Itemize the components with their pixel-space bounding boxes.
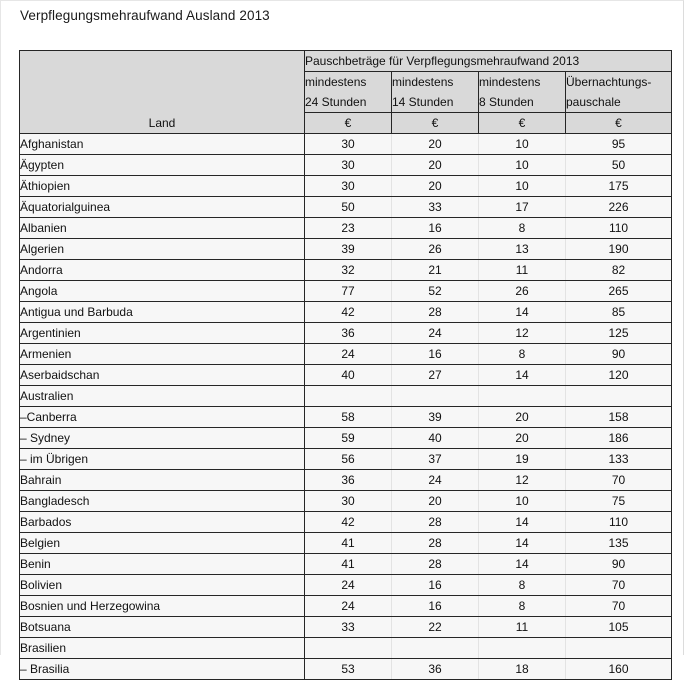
cell-uep	[566, 638, 672, 659]
cell-h14: 37	[392, 449, 479, 470]
cell-h8: 17	[479, 197, 566, 218]
cell-h14: 20	[392, 155, 479, 176]
cell-uep: 175	[566, 176, 672, 197]
cell-uep: 133	[566, 449, 672, 470]
cell-h14: 20	[392, 491, 479, 512]
cell-h24: 41	[305, 554, 392, 575]
cell-uep: 82	[566, 260, 672, 281]
cell-h8: 8	[479, 218, 566, 239]
cell-h14	[392, 386, 479, 407]
cell-country: Belgien	[20, 533, 305, 554]
cell-uep: 120	[566, 365, 672, 386]
header-corner-blank-2	[20, 72, 305, 113]
cell-h8: 14	[479, 365, 566, 386]
cell-uep: 75	[566, 491, 672, 512]
cell-country: – Brasilia	[20, 659, 305, 680]
header-corner-blank	[20, 51, 305, 72]
cell-h8: 10	[479, 134, 566, 155]
cell-h14: 52	[392, 281, 479, 302]
cell-h8: 20	[479, 407, 566, 428]
header-currency-14h: €	[392, 113, 479, 134]
cell-uep: 50	[566, 155, 672, 176]
header-currency-24h: €	[305, 113, 392, 134]
table-head	[20, 51, 672, 134]
cell-country: Äthiopien	[20, 176, 305, 197]
table-row	[20, 386, 672, 407]
cell-h14: 27	[392, 365, 479, 386]
cell-h24: 56	[305, 449, 392, 470]
cell-h24: 32	[305, 260, 392, 281]
cell-h8: 20	[479, 428, 566, 449]
cell-h24: 50	[305, 197, 392, 218]
table-row	[20, 302, 672, 323]
cell-h24: 58	[305, 407, 392, 428]
header-col-24h-line2: 24 Stunden	[305, 95, 367, 109]
cell-country: Algerien	[20, 239, 305, 260]
cell-country: Botsuana	[20, 617, 305, 638]
cell-h14	[392, 638, 479, 659]
table-header-row-group	[20, 51, 672, 72]
cell-h14: 28	[392, 533, 479, 554]
cell-h14: 39	[392, 407, 479, 428]
cell-uep: 158	[566, 407, 672, 428]
cell-h24: 30	[305, 176, 392, 197]
cell-uep: 226	[566, 197, 672, 218]
rates-table	[19, 50, 672, 680]
cell-h14: 33	[392, 197, 479, 218]
cell-h24: 30	[305, 134, 392, 155]
cell-country: Bangladesch	[20, 491, 305, 512]
table-row	[20, 512, 672, 533]
table-row	[20, 596, 672, 617]
table-row	[20, 323, 672, 344]
cell-h24: 24	[305, 344, 392, 365]
header-col-24h	[305, 72, 392, 113]
cell-h8: 8	[479, 344, 566, 365]
cell-h8: 12	[479, 470, 566, 491]
table-row	[20, 638, 672, 659]
table-row	[20, 260, 672, 281]
header-col-14h	[392, 72, 479, 113]
header-col-overnight-line2: pauschale	[566, 95, 621, 109]
cell-h8: 8	[479, 596, 566, 617]
cell-uep: 135	[566, 533, 672, 554]
cell-h14: 21	[392, 260, 479, 281]
cell-country: Aserbaidschan	[20, 365, 305, 386]
cell-uep: 190	[566, 239, 672, 260]
cell-uep: 110	[566, 218, 672, 239]
cell-h24: 24	[305, 596, 392, 617]
cell-h8: 26	[479, 281, 566, 302]
table-row	[20, 281, 672, 302]
cell-h8: 8	[479, 575, 566, 596]
cell-country: – Sydney	[20, 428, 305, 449]
cell-h14: 20	[392, 176, 479, 197]
cell-h24: 33	[305, 617, 392, 638]
cell-h8: 11	[479, 260, 566, 281]
cell-h24	[305, 638, 392, 659]
cell-uep: 125	[566, 323, 672, 344]
table-row	[20, 428, 672, 449]
cell-uep: 90	[566, 344, 672, 365]
header-group-title: Pauschbeträge für Verpflegungsmehraufwand 2013	[305, 51, 672, 72]
cell-h8: 12	[479, 323, 566, 344]
cell-country: Antigua und Barbuda	[20, 302, 305, 323]
cell-h24: 24	[305, 575, 392, 596]
cell-country: Afghanistan	[20, 134, 305, 155]
cell-h24: 36	[305, 323, 392, 344]
table-row	[20, 491, 672, 512]
cell-country: Brasilien	[20, 638, 305, 659]
cell-uep: 110	[566, 512, 672, 533]
table-row	[20, 449, 672, 470]
cell-h14: 28	[392, 554, 479, 575]
cell-uep: 105	[566, 617, 672, 638]
table-row	[20, 575, 672, 596]
cell-h14: 24	[392, 323, 479, 344]
cell-h8: 14	[479, 554, 566, 575]
cell-h24: 30	[305, 491, 392, 512]
table-row	[20, 659, 672, 680]
cell-uep: 90	[566, 554, 672, 575]
cell-country: Australien	[20, 386, 305, 407]
cell-uep: 186	[566, 428, 672, 449]
cell-h14: 20	[392, 134, 479, 155]
table-row	[20, 218, 672, 239]
cell-country: Angola	[20, 281, 305, 302]
cell-h14: 22	[392, 617, 479, 638]
cell-h24: 23	[305, 218, 392, 239]
cell-country: Ägypten	[20, 155, 305, 176]
cell-country: – im Übrigen	[20, 449, 305, 470]
header-col-24h-line1: mindestens	[305, 75, 367, 89]
cell-h8: 11	[479, 617, 566, 638]
cell-uep: 265	[566, 281, 672, 302]
cell-h24: 77	[305, 281, 392, 302]
table-row	[20, 239, 672, 260]
header-col-overnight-line1: Übernachtungs-	[566, 75, 652, 89]
cell-h14: 36	[392, 659, 479, 680]
cell-h8: 14	[479, 533, 566, 554]
table-row	[20, 617, 672, 638]
cell-h8: 18	[479, 659, 566, 680]
cell-uep: 70	[566, 470, 672, 491]
cell-h14: 16	[392, 575, 479, 596]
header-col-14h-line1: mindestens	[392, 75, 454, 89]
cell-h14: 16	[392, 596, 479, 617]
cell-h24: 40	[305, 365, 392, 386]
cell-h24: 42	[305, 512, 392, 533]
cell-h14: 16	[392, 344, 479, 365]
cell-h8: 10	[479, 155, 566, 176]
cell-h8: 14	[479, 302, 566, 323]
cell-country: Benin	[20, 554, 305, 575]
header-col-8h-line1: mindestens	[479, 75, 541, 89]
cell-h8	[479, 638, 566, 659]
cell-h24	[305, 386, 392, 407]
header-col-8h	[479, 72, 566, 113]
cell-h14: 16	[392, 218, 479, 239]
cell-h8: 10	[479, 176, 566, 197]
table-header-row-currency	[20, 113, 672, 134]
cell-h14: 40	[392, 428, 479, 449]
cell-h8: 10	[479, 491, 566, 512]
cell-country: Bosnien und Herzegowina	[20, 596, 305, 617]
cell-h14: 26	[392, 239, 479, 260]
cell-h24: 41	[305, 533, 392, 554]
table-row	[20, 134, 672, 155]
cell-h8: 14	[479, 512, 566, 533]
cell-uep	[566, 386, 672, 407]
cell-h24: 59	[305, 428, 392, 449]
table-row	[20, 176, 672, 197]
table-row	[20, 365, 672, 386]
cell-country: Armenien	[20, 344, 305, 365]
cell-h24: 39	[305, 239, 392, 260]
header-col-overnight	[566, 72, 672, 113]
cell-country: Äquatorialguinea	[20, 197, 305, 218]
table-row	[20, 197, 672, 218]
cell-h8: 19	[479, 449, 566, 470]
cell-country: Bolivien	[20, 575, 305, 596]
table-row	[20, 155, 672, 176]
cell-h24: 53	[305, 659, 392, 680]
cell-country: –Canberra	[20, 407, 305, 428]
cell-uep: 70	[566, 596, 672, 617]
header-col-8h-line2: 8 Stunden	[479, 95, 534, 109]
cell-h14: 28	[392, 302, 479, 323]
cell-uep: 85	[566, 302, 672, 323]
cell-country: Bahrain	[20, 470, 305, 491]
header-col-land: Land	[20, 113, 305, 134]
cell-h8	[479, 386, 566, 407]
header-col-14h-line2: 14 Stunden	[392, 95, 454, 109]
cell-country: Andorra	[20, 260, 305, 281]
table-row	[20, 554, 672, 575]
cell-country: Albanien	[20, 218, 305, 239]
cell-h14: 28	[392, 512, 479, 533]
cell-country: Argentinien	[20, 323, 305, 344]
cell-h14: 24	[392, 470, 479, 491]
table-row	[20, 533, 672, 554]
table-row	[20, 407, 672, 428]
cell-h24: 42	[305, 302, 392, 323]
cell-uep: 95	[566, 134, 672, 155]
cell-uep: 160	[566, 659, 672, 680]
table-body	[20, 134, 672, 680]
header-currency-overnight: €	[566, 113, 672, 134]
header-currency-8h: €	[479, 113, 566, 134]
cell-h8: 13	[479, 239, 566, 260]
page-title: Verpflegungsmehraufwand Ausland 2013	[20, 8, 270, 23]
table-row	[20, 344, 672, 365]
cell-uep: 70	[566, 575, 672, 596]
rates-table-container	[19, 50, 672, 680]
cell-h24: 30	[305, 155, 392, 176]
table-row	[20, 470, 672, 491]
cell-country: Barbados	[20, 512, 305, 533]
table-header-row-units	[20, 72, 672, 113]
cell-h24: 36	[305, 470, 392, 491]
